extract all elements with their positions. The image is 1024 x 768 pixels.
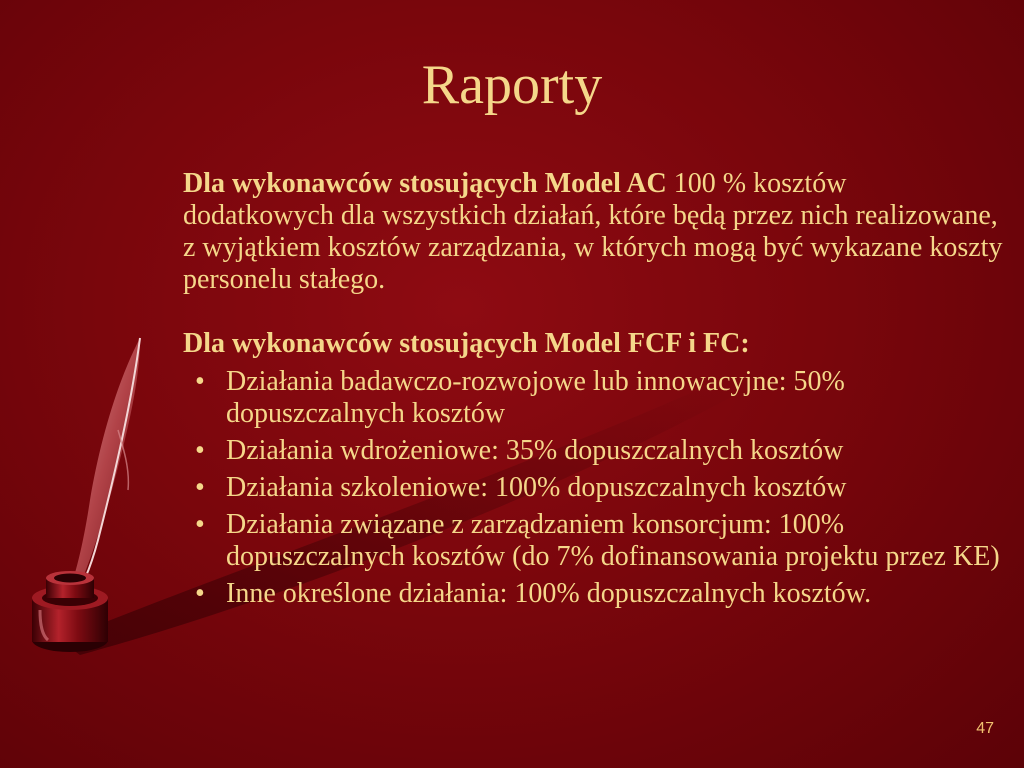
list-item <box>181 435 1003 467</box>
paragraph-model-ac-heading: Dla wykonawców stosujących Model AC <box>183 168 667 199</box>
list-item-text: Inne określone działania: 100% dopuszczalnych kosztów. <box>226 578 872 609</box>
bullet-icon: • <box>195 472 205 503</box>
paragraph-model-fcf-heading <box>183 328 1003 360</box>
list-item <box>181 509 1003 573</box>
paragraph-model-ac-text: 100 % kosztów dodatkowych dla wszystkich działań, które będą przez nich realizowane, z wyjątkiem kosztów zarządzania, w których mogą być wykazane koszty personelu stałego. <box>183 168 1003 295</box>
paragraph-model-ac <box>183 168 1003 296</box>
quill-pen-icon <box>66 338 140 604</box>
bullet-icon: • <box>195 435 205 466</box>
paragraph-model-fcf-label: Dla wykonawców stosujących Model FCF i FC: <box>183 328 750 359</box>
list-item-text: Działania szkoleniowe: 100% dopuszczalnych kosztów <box>226 472 847 503</box>
list-item <box>181 578 1003 610</box>
list-item-text: Działania wdrożeniowe: 35% dopuszczalnych kosztów <box>226 435 844 466</box>
cost-bullet-list <box>183 366 1003 610</box>
bullet-icon: • <box>195 509 205 540</box>
slide-content <box>183 168 1003 615</box>
slide-number: 47 <box>976 720 994 737</box>
bullet-icon: • <box>195 578 205 609</box>
list-item <box>181 472 1003 504</box>
slide-title: Raporty <box>421 54 603 116</box>
list-item-text: Działania związane z zarządzaniem konsorcjum: 100% dopuszczalnych kosztów (do 7% dofinansowania projektu przez KE) <box>226 509 1000 572</box>
bullet-icon: • <box>195 366 205 397</box>
list-item-text: Działania badawczo-rozwojowe lub innowacyjne: 50% dopuszczalnych kosztów <box>226 366 845 429</box>
list-item <box>181 366 1003 430</box>
inkwell-icon <box>32 571 108 652</box>
